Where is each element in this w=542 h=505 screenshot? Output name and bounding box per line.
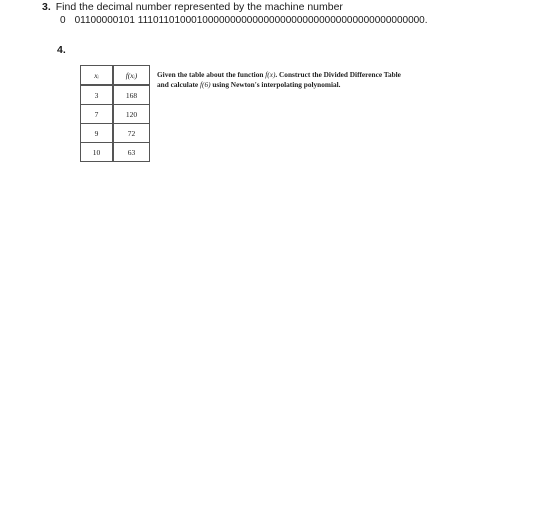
- question-4-line-2: and calculate f(6) using Newton's interpolating polynomial.: [157, 80, 341, 89]
- question-4-text: [157, 70, 477, 90]
- exponent-mantissa-bits: 01100000101 1110110100010000000000000000000000000000000000000000.: [74, 15, 428, 26]
- table-row: [81, 143, 150, 162]
- question-4-line-1: Given the table about the function f(x). Construct the Divided Difference Table: [157, 70, 401, 79]
- question-3-prompt: [42, 1, 343, 14]
- table-row: [81, 124, 150, 143]
- header-fx: f(xᵢ): [113, 66, 150, 86]
- question-4-number: 4.: [57, 44, 66, 56]
- cell-x: 10: [81, 143, 113, 162]
- table-row: [81, 105, 150, 124]
- table-header-row: [81, 66, 150, 86]
- cell-x: 9: [81, 124, 113, 143]
- cell-x: 7: [81, 105, 113, 124]
- function-values-table: [80, 65, 150, 162]
- header-x: xᵢ: [81, 66, 113, 86]
- function-notation: f(x): [265, 70, 276, 79]
- cell-fx: 72: [113, 124, 150, 143]
- cell-fx: 120: [113, 105, 150, 124]
- cell-fx: 168: [113, 85, 150, 105]
- machine-number: [60, 14, 428, 27]
- cell-x: 3: [81, 85, 113, 105]
- table-row: [81, 85, 150, 105]
- question-3-text: Find the decimal number represented by the machine number: [55, 1, 343, 13]
- cell-fx: 63: [113, 143, 150, 162]
- function-at-6: f(6): [199, 80, 211, 89]
- question-3-number: 3.: [42, 1, 51, 13]
- sign-bit: 0: [60, 15, 66, 26]
